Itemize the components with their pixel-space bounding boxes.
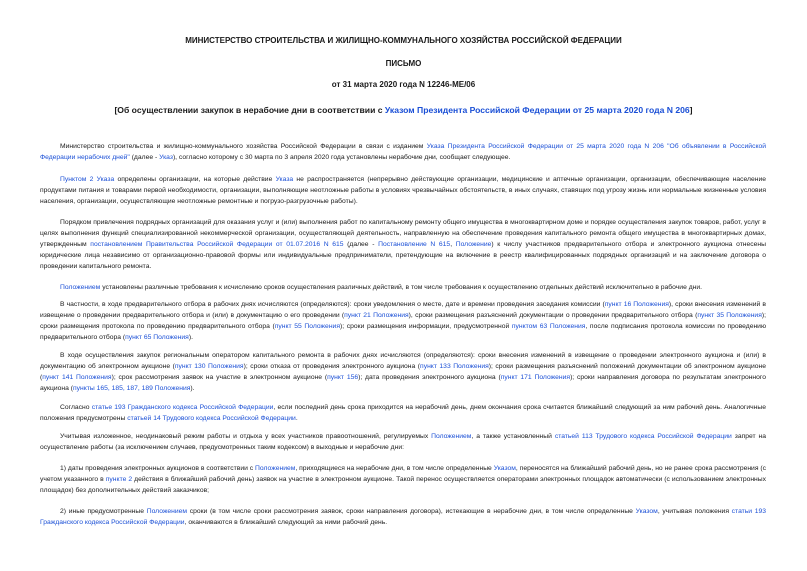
text-run: определены организации, на которые действие xyxy=(114,176,276,183)
text-run: , после подписания протокола комиссии по проведению предварительного отбора ( xyxy=(40,323,767,341)
link-civil-code-193[interactable]: статье 193 Гражданского кодекса Российской Федерации xyxy=(91,404,274,411)
link-point-130[interactable]: пункт 130 Положения xyxy=(174,363,244,370)
text-run: , а также установленный xyxy=(471,433,555,440)
text-run: ). xyxy=(188,334,193,341)
text-run: . xyxy=(295,415,298,422)
text-run: В ходе осуществления закупок региональным оператором капитального ремонта в рабочих днях исчисляются (определяются): сроки внесения изменений в извещение о проведении электронного аукциона и (или) в документацию об электронном аукционе ( xyxy=(40,352,766,370)
link-point-55[interactable]: пункт 55 Положения xyxy=(274,323,340,330)
document-date: от 31 марта 2020 года N 12246-МЕ/06 xyxy=(331,80,476,89)
text-run: ); сроки отказа от проведения электронного аукциона ( xyxy=(243,363,421,370)
text-run: (далее - xyxy=(343,241,379,248)
paragraph-8 xyxy=(40,431,766,453)
paragraph-4 xyxy=(40,282,766,293)
text-run: запрет на осуществление работы (за исключением случаев, предусмотренных таким кодексом) в выходные и нерабочие дни: xyxy=(40,433,766,451)
text-run: , оканчиваются в ближайший следующий за ними рабочий день. xyxy=(184,519,388,526)
ministry-title: МИНИСТЕРСТВО СТРОИТЕЛЬСТВА И ЖИЛИЩНО-КОММУНАЛЬНОГО ХОЗЯЙСТВА РОССИЙСКОЙ ФЕДЕРАЦИИ xyxy=(185,36,622,45)
subject-suffix: ] xyxy=(689,105,693,115)
link-points-165-189[interactable]: пункты 165, 185, 187, 189 Положения xyxy=(73,385,191,392)
link-decree[interactable]: Указ xyxy=(159,154,173,161)
link-point-63[interactable]: пунктом 63 Положения xyxy=(511,323,586,330)
document-subject xyxy=(0,105,807,116)
text-run: ) к числу участников предварительного отбора и электронного аукциона отнесены юридические лица независимо от организационно-правовой формы или индивидуальные предприниматели, претендующие на включение в реестр квалифицированных подрядных организаций и на заключение договора о проведении капитального ремонта. xyxy=(40,241,766,270)
link-civil-code-193[interactable]: статьи 193 Гражданского кодекса Российской Федерации xyxy=(40,508,766,526)
link-point-2[interactable]: пункте 2 xyxy=(105,476,133,483)
text-run: ), согласно которому с 30 марта по 3 апреля 2020 года установлены нерабочие дни, сообщает следующее. xyxy=(172,154,511,161)
text-run: Учитывая изложенное, неодинаковый режим работы и отдыха у всех участников правоотношений, регулируемых xyxy=(60,433,432,440)
text-run: , если последний день срока приходится на нерабочий день, днем окончания срока считается ближайший следующий за ним рабочий день. Аналогичные положения предусмотрены xyxy=(40,404,766,422)
paragraph-1 xyxy=(40,141,766,163)
link-point-171[interactable]: пункт 171 Положения xyxy=(500,374,571,381)
text-run: установлены различные требования к исчислению сроков осуществления различных действий, в том числе требования к осуществлению отдельных действий исключительно в рабочие дни. xyxy=(100,284,703,291)
text-run: 1) даты проведения электронных аукционов в соответствии с xyxy=(60,465,256,472)
text-run: 2) иные предусмотренные xyxy=(60,508,147,515)
link-decree-206[interactable]: Указа Президента Российской Федерации от 25 марта 2020 года N 206 "Об объявлении в Российской Федерации нерабочих дней" xyxy=(40,143,766,161)
text-run: действия в ближайший рабочий день) заявок на участие в электронном аукционе. Такой перенос осуществляется операторами электронных площадок автоматически (с использованием электронных площадок) без дополнительных действий заказчиков; xyxy=(40,476,767,494)
text-run: ). xyxy=(190,385,195,392)
link-decree-point-2[interactable]: Пунктом 2 Указа xyxy=(60,176,115,183)
text-run: Согласно xyxy=(60,404,92,411)
text-run: Порядком привлечения подрядных организаций для оказания услуг и (или) выполнения работ по капитальному ремонту общего имущества в многоквартирном доме и порядке осуществления закупок товаров, работ, услуг в целях выполнения функций специализированной некоммерческой организации, осуществляющей деятельность, направленную на обеспечение проведения капитального ремонта общего имущества в многоквартирных домах, утвержденным xyxy=(40,219,766,248)
link-regulation[interactable]: Положением xyxy=(255,465,296,472)
text-run: (далее - xyxy=(129,154,160,161)
document-type: ПИСЬМО xyxy=(385,59,422,68)
paragraph-2 xyxy=(40,174,766,207)
link-decree[interactable]: Указа xyxy=(275,176,294,183)
link-point-156[interactable]: пункт 156 xyxy=(327,374,359,381)
text-run: не распространяется (непрерывно действующие организации, медицинские и аптечные организации, организации, обеспечивающие население продуктами питания и товарами первой необходимости, организации, выполняющие неотложные работы в условиях чрезвычайных обстоятельств, в иных случаях, ставящих под угрозу жизнь или нормальные жизненные условия населения, организации, осуществляющие неотложные ремонтные и погрузо-разгрузочные работы). xyxy=(40,176,767,205)
link-regulation[interactable]: Положением xyxy=(431,433,472,440)
text-run: ); сроки размещения информации, предусмотренной xyxy=(339,323,512,330)
link-point-16[interactable]: пункт 16 Положения xyxy=(604,301,669,308)
link-decree[interactable]: Указом xyxy=(493,465,516,472)
link-point-141[interactable]: пункт 141 Положения xyxy=(42,374,112,381)
link-point-35[interactable]: пункт 35 Положения xyxy=(697,312,762,319)
link-labor-code-113[interactable]: статьей 113 Трудового кодекса Российской Федерации xyxy=(554,433,732,440)
text-run: ); сроки размещения разъяснений положений документации об электронном аукционе ( xyxy=(40,363,767,381)
text-run: , учитывая положения xyxy=(657,508,732,515)
text-run: , приходящиеся на нерабочие дни, в том числе определенные xyxy=(295,465,494,472)
text-run: В частности, в ходе предварительного отбора в рабочих днях исчисляются (определяются): сроки уведомления о месте, дате и времени проведения заседания комиссии ( xyxy=(60,301,605,308)
subject-prefix: [Об осуществлении закупок в нерабочие дни в соответствии с xyxy=(114,105,385,115)
paragraph-5 xyxy=(40,299,766,343)
text-run: ); дата проведения электронного аукциона ( xyxy=(358,374,501,381)
paragraph-10 xyxy=(40,506,766,528)
link-regulation[interactable]: Положение xyxy=(455,241,492,248)
link-point-21[interactable]: пункт 21 Положения xyxy=(344,312,409,319)
link-decree[interactable]: Указом xyxy=(635,508,658,515)
text-run: сроки (в том числе сроки рассмотрения заявок, сроки направления договора), истекающие в нерабочие дни, в том числе определенные xyxy=(187,508,636,515)
link-point-133[interactable]: пункт 133 Положения xyxy=(420,363,489,370)
text-run: , xyxy=(450,241,456,248)
text-run: ), сроки внесения изменений в извещение о проведении предварительного отбора и (или) в документацию о его проведении ( xyxy=(40,301,766,319)
text-run: , переносятся на ближайший рабочий день, но не ранее срока рассмотрения (с учетом указанного в xyxy=(40,465,766,483)
link-regulation[interactable]: Положением xyxy=(146,508,188,515)
link-labor-code-14[interactable]: статьей 14 Трудового кодекса Российской Федерации xyxy=(127,415,296,422)
text-run: ), сроки размещения разъяснений документации о проведении предварительного отбора ( xyxy=(408,312,698,319)
subject-link-decree[interactable]: Указом Президента Российской Федерации от 25 марта 2020 года N 206 xyxy=(384,105,690,115)
paragraph-6 xyxy=(40,350,766,394)
paragraph-7 xyxy=(40,402,766,424)
text-run: Министерство строительства и жилищно-коммунального хозяйства Российской Федерации в связи с изданием xyxy=(60,143,427,150)
link-point-65[interactable]: пункт 65 Положения xyxy=(125,334,189,341)
text-run: ); срок рассмотрения заявок на участие в электронном аукционе ( xyxy=(111,374,328,381)
paragraph-9 xyxy=(40,463,766,496)
link-regulation[interactable]: Положением xyxy=(60,284,101,291)
text-run: ); сроки размещения протокола по проведению предварительного отбора ( xyxy=(40,312,766,330)
paragraph-3 xyxy=(40,217,766,272)
link-resolution-615[interactable]: постановлением Правительства Российской Федерации от 01.07.2016 N 615 xyxy=(90,241,344,248)
text-run: ); сроки направления договора по результатам электронного аукциона ( xyxy=(40,374,766,392)
link-resolution-615-short[interactable]: Постановление N 615 xyxy=(378,241,451,248)
